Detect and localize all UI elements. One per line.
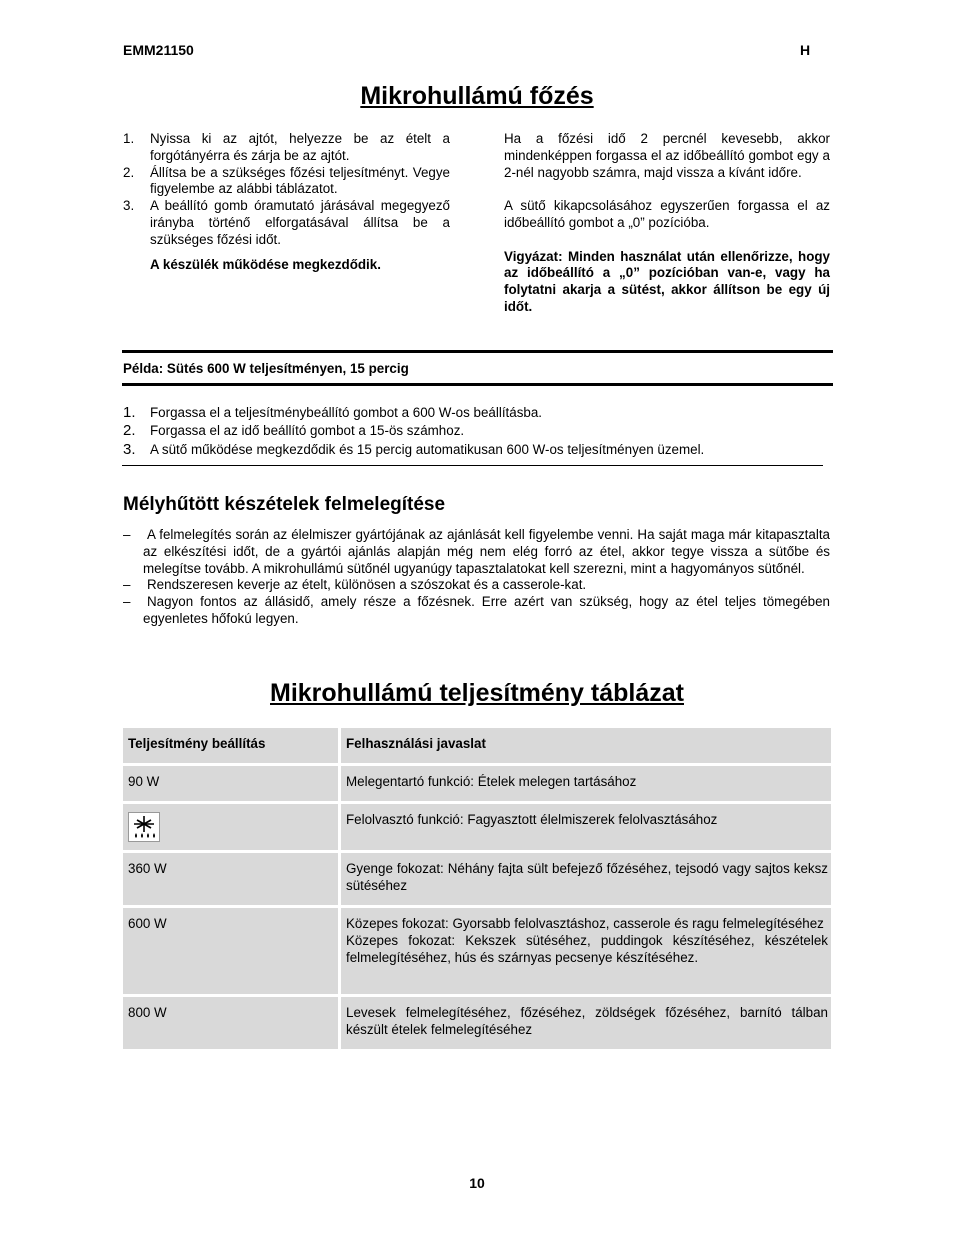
cooking-steps [123,131,450,273]
step-item: 2. Állítsa be a szükséges főzési teljesítményt. Vegye figyelembe az alábbi táblázatot. [123,164,450,197]
right-column [504,131,830,316]
usage-cell: Melegentartó funkció: Ételek melegen tartásához [341,766,831,804]
tip-item: – Nagyon fontos az állásidő, amely része a főzésnek. Erre azért van szükség, hogy az étel teljes tömegében egyenletes hőfokú legyen. [123,594,830,626]
table-row [123,766,831,804]
usage-cell: Felolvasztó funkció: Fagyasztott élelmiszerek felolvasztásához [341,804,831,853]
power-table [123,728,831,1049]
table-row [123,997,831,1049]
usage-cell: Levesek felmelegítéséhez, főzéséhez, zöldségek főzéséhez, barnító tálban készült ételek felmelegítéséhez [341,997,831,1049]
frozen-food-tips [123,527,830,628]
setting-cell: 360 W [123,853,341,908]
tip-item: – A felmelegítés során az élelmiszer gyártójának az ajánlását kell figyelembe venni. Ha saját maga már kitapasztalta az elkészítési időt, de a gyártói ajánlás alapján még nem elég forró az étel, akkor tegye vissza a sütőbe és melegítse tovább. A mikrohullámú sütőnél ugyanúgy tapasztalatokat kell szerezni, mint a hagyományos sütőnél. [123,527,830,576]
section-title-frozen-food: Mélyhűtött készételek felmelegítése [123,494,446,515]
example-title: Példa: Sütés 600 W teljesítményen, 15 percig [123,361,409,376]
step-item: 3. A beállító gomb óramutató járásával megegyező irányba történő elforgatásával állítsa be a szükséges főzési időt. [123,198,450,247]
section-title-microwave-cooking: Mikrohullámú főzés [360,82,594,110]
start-note: A készülék működése megkezdődik. [150,256,381,272]
model-number: EMM21150 [123,42,194,58]
usage-cell: Gyenge fokozat: Néhány fajta sült befejező főzéséhez, tejsodó vagy sajtos keksz sütéséhez [341,853,831,908]
usage-cell: Közepes fokozat: Gyorsabb felolvasztáshoz, casserole és ragu felmelegítéséhez Közepes fokozat: Kekszek sütéséhez, puddingok készítéséhez, készételek felmelegítéséhez, hús és szárnyas pecsenye készítéséhez. [341,908,831,997]
switch-off-note: A sütő kikapcsolásához egyszerűen forgassa el az időbeállító gombot a „0” pozícióba. [504,198,830,230]
tip-item: – Rendszeresen keverje az ételt, különösen a szószokat és a casserole-kat. [123,577,587,593]
example-step: 2. Forgassa el az idő beállító gombot a 15-ös számhoz. [123,422,465,440]
table-row [123,853,831,908]
defrost-snowflake-icon [128,812,160,842]
step-item: 1. Nyissa ki az ajtót, helyezze be az ételt a forgótányérra és zárja be az ajtót. [123,131,450,163]
short-time-note: Ha a főzési idő 2 percnél kevesebb, akkor mindenképpen forgassa el az időbeállító gombot egy a 2-nél nagyobb számra, majd vissza a kívánt időre. [504,131,830,180]
table-header-setting: Teljesítmény beállítás [123,728,341,766]
divider [122,465,823,466]
section-title-power-table: Mikrohullámú teljesítmény táblázat [270,679,684,707]
divider [122,350,833,353]
warning-note: Vigyázat: Minden használat után ellenőrizze, hogy az időbeállító a „0” pozícióban van-e, vagy ha folytatni akarja a sütést, akkor állítson be egy új időt. [504,248,830,314]
example-steps [123,405,823,458]
table-header-row [123,728,831,766]
example-step: 1. Forgassa el a teljesítménybeállító gombot a 600 W-os beállításba. [123,404,543,421]
table-row [123,804,831,853]
page-number: 10 [469,1175,485,1191]
table-row [123,908,831,997]
setting-cell: 800 W [123,997,341,1049]
example-step: 3. A sütő működése megkezdődik és 15 percig automatikusan 600 W-os teljesítményen üzemel. [123,440,705,458]
divider [122,383,833,386]
language-code: H [800,42,811,58]
setting-cell [123,804,341,853]
setting-cell: 600 W [123,908,341,997]
setting-cell: 90 W [123,766,341,804]
table-header-usage: Felhasználási javaslat [341,728,831,766]
